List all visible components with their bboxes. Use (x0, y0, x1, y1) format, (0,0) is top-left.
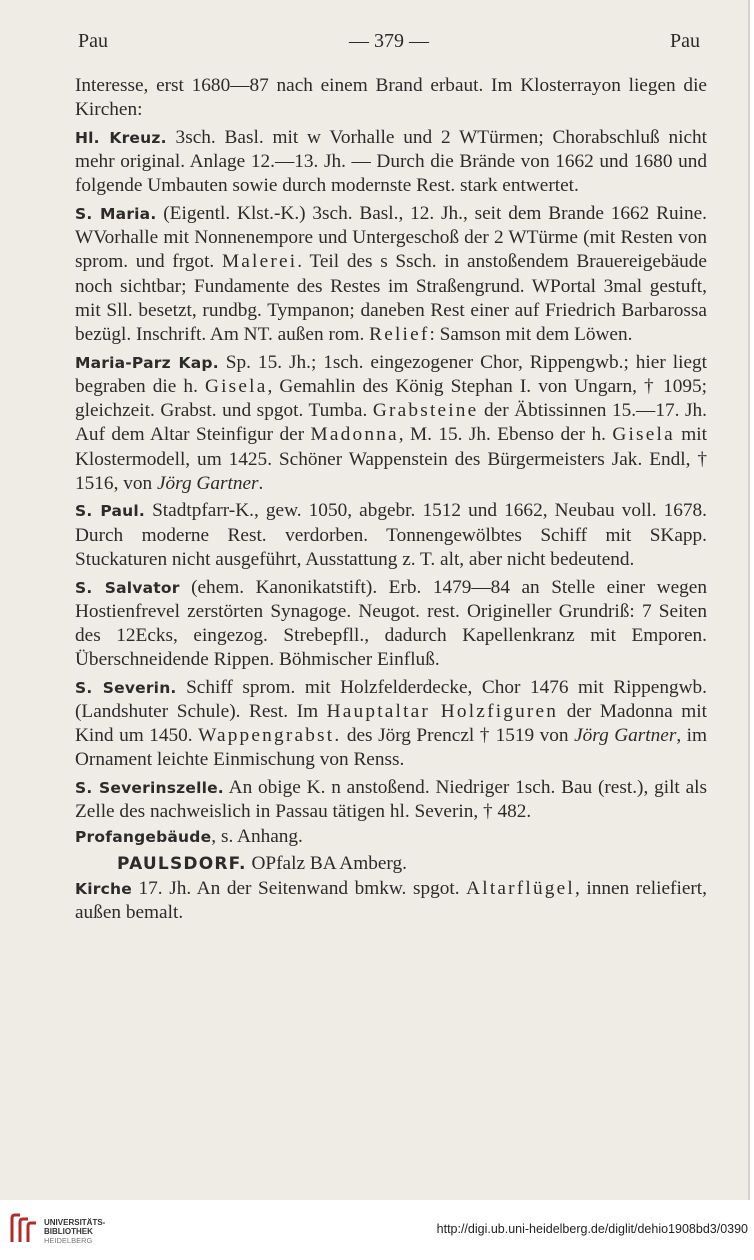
entry-s-severinszelle (75, 776, 707, 824)
page-body (75, 74, 707, 925)
page-number: — 379 — (349, 30, 429, 52)
spaced-term: Wappengrabst. (198, 725, 342, 747)
entry-text: Stadtpfarr-K., gew. 1050, abgebr. 1512 und 1662, Neubau voll. 1678. Durch moderne Rest. verdorben. Tonnengewölbtes Schiff mit SKapp. Stuckaturen nicht ausgeführt, Ausstattung z. T. alt, aber nicht bedeutend. (75, 500, 707, 570)
entry-profangebaeude (75, 825, 707, 849)
entry-text: . (258, 472, 264, 494)
entry-text: 17. Jh. An der Seitenwand bmkw. spgot. (138, 877, 460, 899)
entry-s-maria (75, 202, 707, 347)
entry-text: , M. 15. Jh. Ebenso der h. (398, 424, 606, 446)
spaced-term: Grabsteine (372, 400, 479, 422)
entry-text: der Äbtissinnen 15.—17. Jh. Auf dem Altar Steinfigur der (75, 400, 707, 446)
entry-text: des Jörg Prenczl † 1519 von (346, 725, 569, 747)
entry-heading: Hl. Kreuz. (75, 128, 167, 147)
entry-text: (Eigentl. Klst.-K.) 3sch. Basl., 12. Jh., seit dem Brande 1662 Ruine. WVorhalle mit Nonnenempore und Untergeschoß der 2 WTürme (mit Resten von sprom. und frgot. (75, 203, 707, 273)
entry-text: , s. Anhang. (211, 825, 303, 847)
entry-text: An obige K. n anstoßend. Niedriger 1sch. Bau (rest.), gilt als Zelle des nachweislich in Passau tätigen hl. Severin, † 482. (75, 777, 708, 823)
entry-s-severin (75, 676, 707, 773)
entry-text: (ehem. Kanonikatstift). Erb. 1479—84 an Stelle einer wegen Hostienfrevel zerstörten Synagoge. Neugot. rest. Origineller Grundriß: 7 Seiten des 12Ecks, eingezog. Strebepfll., dadurch Kapellenkranz mit Emporen. Überschneidende Rippen. Böhmischer Einfluß. (75, 576, 707, 671)
entry-s-paul (75, 499, 707, 572)
library-name-line: HEIDELBERG (44, 1236, 93, 1245)
spaced-term: Gisela (205, 375, 268, 397)
entry-text: . Teil des s Ssch. in anstoßendem Brauereigebäude noch sichtbar; Fundamente des Restes im Straßengrund. WPortal 3mal gestuft, mit Sll. besetzt, rundbg. Tympanon; daneben Rest einer auf Friedrich Barbarossa bezügl. Inschrift. Am NT. außen rom. (75, 251, 707, 346)
running-header (78, 30, 700, 60)
header-left: Pau (78, 30, 108, 52)
spaced-term: Gisela (612, 424, 675, 446)
spaced-term: Madonna (310, 424, 399, 446)
artist-name: Jörg Gartner (156, 472, 259, 494)
entry-text: 3sch. Basl. mit w Vorhalle und 2 WTürmen; Chorabschluß nicht mehr original. Anlage 12.—13. Jh. — Durch die Brände von 1662 und 1680 und folgende Umbauten sowie durch modernste Rest. stark entwertet. (75, 126, 707, 197)
entry-heading: Profangebäude (75, 827, 212, 846)
place-district: OPfalz BA Amberg. (251, 853, 407, 875)
entry-heading: Kirche (75, 879, 132, 898)
entry-hl-kreuz (75, 126, 707, 199)
intro-paragraph: Interesse, erst 1680—87 nach einem Brand erbaut. Im Klosterrayon liegen die Kirchen: (75, 75, 707, 121)
entry-text: Schiff sprom. mit Holzfelderdecke, Chor 1476 mit Rippengwb. (Landshuter Schule). Rest. Im (75, 676, 707, 723)
entry-maria-parz (75, 351, 707, 496)
artist-name: Jörg Gartner (574, 725, 677, 747)
entry-text: mit Klostermodell, um 1425. Schöner Wappenstein des Bürgermeisters Jak. Endl, † 1516, von (75, 424, 707, 494)
entry-heading: S. Severinszelle. (75, 779, 224, 798)
library-name (44, 1218, 105, 1245)
entry-heading: S. Paul. (75, 502, 145, 521)
spaced-term: Hauptaltar Holzfiguren (326, 701, 559, 723)
viewer-footer (0, 1200, 754, 1260)
entry-text: , Gemahlin des König Stephan I. von Ungarn, † 1095; gleichzeit. Grabst. und spgot. Tumba. (75, 375, 707, 422)
entry-heading: S. Salvator (75, 578, 180, 597)
spaced-term: Malerei (221, 251, 298, 273)
entry-text: , innen reliefiert, außen bemalt. (75, 877, 707, 923)
entry-kirche (75, 877, 707, 925)
place-heading-paulsdorf (75, 852, 707, 876)
header-right: Pau (670, 30, 700, 52)
entry-text: Sp. 15. Jh.; 1sch. eingezogener Chor, Rippengwb.; hier liegt begraben die h. (75, 351, 707, 397)
library-name-line: BIBLIOTHEK (44, 1227, 93, 1236)
entry-text: der Madonna mit Kind um 1450. (75, 701, 707, 747)
library-name-line: UNIVERSITÄTS- (44, 1218, 106, 1227)
source-url[interactable]: http://digi.ub.uni-heidelberg.de/diglit/dehio1908bd3/0390 (436, 1222, 748, 1236)
place-name: PAULSDORF. (117, 854, 247, 875)
entry-text: : Samson mit dem Löwen. (429, 324, 633, 346)
entry-heading: S. Severin. (75, 678, 177, 697)
entry-s-salvator (75, 576, 707, 673)
spaced-term: Relief (369, 324, 430, 346)
entry-text: , im Ornament leichte Einmischung von Renss. (75, 725, 708, 771)
entry-heading: S. Maria. (75, 205, 157, 224)
spaced-term: Altarflügel (466, 877, 575, 899)
library-logo-icon (8, 1212, 40, 1246)
entry-heading: Maria-Parz Kap. (75, 353, 219, 372)
